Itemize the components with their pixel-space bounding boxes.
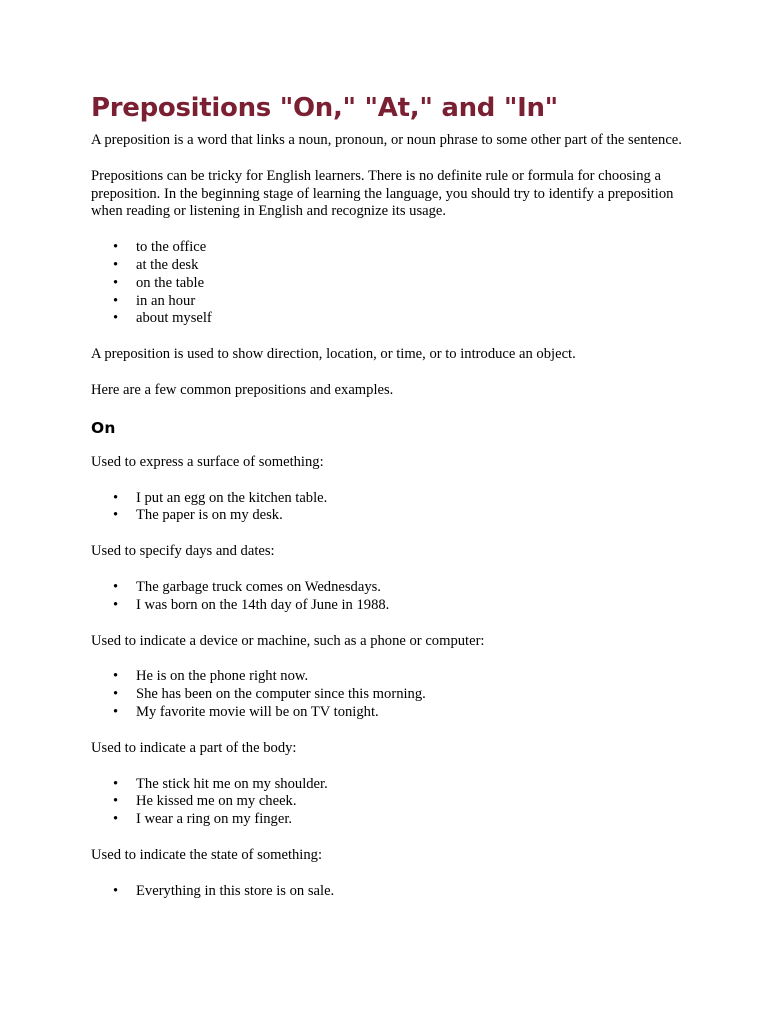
example-list [91,239,691,328]
list-item: • to the office [91,239,691,257]
usage-description: Used to specify days and dates: [91,543,275,560]
list-item: • The stick hit me on my shoulder. [91,776,691,794]
list-item: • Everything in this store is on sale. [91,883,691,901]
list-item: • He kissed me on my cheek. [91,793,691,811]
intro-paragraph-1: A preposition is a word that links a noun, pronoun, or noun phrase to some other part of the sentence. [91,132,682,148]
usage-description: Used to indicate a device or machine, such as a phone or computer: [91,632,485,649]
list-item: • She has been on the computer since this morning. [91,686,691,704]
usage-description: Used to indicate a part of the body: [91,739,297,756]
list-item: • My favorite movie will be on TV tonight. [91,704,691,722]
list-item: • He is on the phone right now. [91,668,691,686]
list-item: • I wear a ring on my finger. [91,811,691,829]
list-item: • The paper is on my desk. [91,507,691,525]
list-item: • I put an egg on the kitchen table. [91,490,691,508]
list-item: • about myself [91,310,691,328]
usage-example-list [91,668,691,721]
examples-intro-paragraph: Here are a few common prepositions and examples. [91,381,394,398]
usage-example-list [91,883,691,901]
list-item: • on the table [91,275,691,293]
document-page [91,92,691,919]
list-item: • at the desk [91,257,691,275]
usage-description: Used to indicate the state of something: [91,846,323,863]
usage-example-list [91,490,691,526]
section-heading-on: On [91,418,116,437]
intro-paragraph-2: Prepositions can be tricky for English learners. There is no definite rule or formula for choosing a preposition. In the beginning stage of learning the language, you should try to identify a preposition when reading or listening in English and recognize its usage. [91,167,674,220]
usage-description: Used to express a surface of something: [91,453,324,470]
list-item: • The garbage truck comes on Wednesdays. [91,579,691,597]
list-item: • I was born on the 14th day of June in 1988. [91,597,691,615]
usage-paragraph: A preposition is used to show direction, location, or time, or to introduce an object. [91,346,576,363]
page-title: Prepositions "On," "At," and "In" [91,93,558,123]
list-item: • in an hour [91,293,691,311]
usage-example-list [91,579,691,615]
usage-example-list [91,776,691,829]
